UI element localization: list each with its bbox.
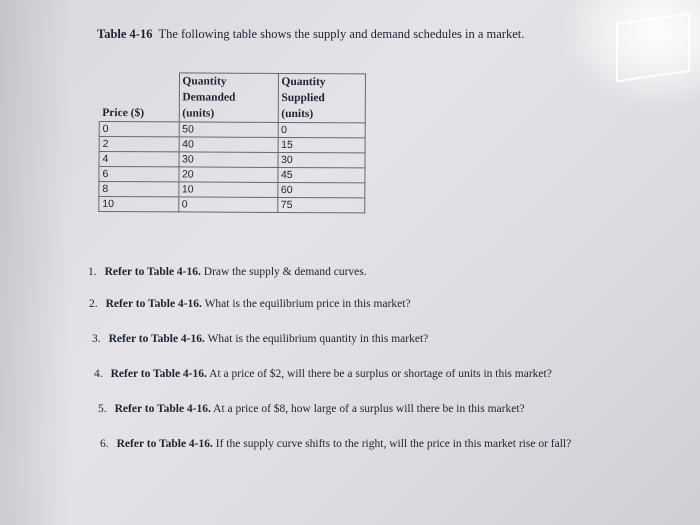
cell-price: 8 — [99, 182, 179, 197]
question-6: 6. Refer to Table 4-16. If the supply curve shifts to the right, will the price in this market rise or fall? — [100, 438, 572, 450]
cell-price: 0 — [99, 122, 179, 137]
supply-demand-table — [98, 72, 365, 213]
cell-price: 4 — [99, 152, 179, 167]
question-text: At a price of $2, will there be a surplus or shortage of units in this market? — [209, 368, 552, 380]
table-caption: The following table shows the supply and demand schedules in a market. — [158, 27, 525, 41]
header-quantity-supplied: Quantity Supplied (units) — [278, 73, 365, 122]
table-label: Table 4-16 — [97, 27, 153, 41]
table-row — [99, 122, 365, 138]
cell-supplied: 60 — [277, 182, 364, 197]
table-header-row — [99, 73, 365, 123]
question-ref: Refer to Table 4-16. — [108, 333, 205, 345]
table-row — [99, 152, 365, 168]
cell-price: 10 — [99, 197, 179, 212]
cell-price: 6 — [99, 167, 179, 182]
cell-demanded: 10 — [178, 182, 277, 198]
cell-supplied: 30 — [278, 152, 365, 167]
header-price: Price ($) — [99, 73, 179, 122]
question-text: What is the equilibrium quantity in this market? — [207, 333, 429, 345]
question-4: 4. Refer to Table 4-16. At a price of $2, will there be a surplus or shortage of units in this market? — [94, 368, 552, 380]
table-row — [99, 137, 365, 153]
question-3: 3. Refer to Table 4-16. What is the equilibrium quantity in this market? — [92, 333, 429, 345]
question-ref: Refer to Table 4-16. — [110, 368, 207, 380]
header-quantity-demanded: Quantity Demanded (units) — [179, 73, 278, 123]
question-text: At a price of $8, how large of a surplus will there be in this market? — [213, 403, 525, 415]
question-5: 5. Refer to Table 4-16. At a price of $8, how large of a surplus will there be in this market? — [98, 403, 525, 415]
question-text: Draw the supply & demand curves. — [203, 266, 367, 278]
cell-supplied: 0 — [278, 122, 365, 137]
cell-supplied: 45 — [277, 167, 364, 182]
cell-supplied: 75 — [277, 197, 364, 212]
question-ref: Refer to Table 4-16. — [105, 298, 202, 310]
question-ref: Refer to Table 4-16. — [116, 438, 213, 450]
question-text: What is the equilibrium price in this market? — [204, 298, 411, 310]
cell-price: 2 — [99, 137, 179, 152]
question-ref: Refer to Table 4-16. — [104, 266, 201, 278]
cell-demanded: 40 — [179, 137, 278, 153]
cell-demanded: 50 — [179, 122, 278, 138]
cell-demanded: 0 — [178, 197, 277, 213]
question-ref: Refer to Table 4-16. — [114, 403, 211, 415]
question-1: 1. Refer to Table 4-16. Draw the supply & demand curves. — [88, 266, 367, 278]
window-reflection — [616, 13, 690, 82]
table-row — [99, 182, 365, 198]
cell-demanded: 20 — [178, 167, 277, 183]
cell-demanded: 30 — [179, 152, 278, 168]
table-row — [99, 167, 365, 183]
question-text: If the supply curve shifts to the right, will the price in this market rise or fall? — [215, 438, 572, 450]
table-row — [99, 197, 365, 213]
cell-supplied: 15 — [278, 137, 365, 152]
page-shadow — [0, 0, 70, 525]
question-2: 2. Refer to Table 4-16. What is the equilibrium price in this market? — [89, 298, 411, 310]
table-title — [97, 27, 524, 42]
